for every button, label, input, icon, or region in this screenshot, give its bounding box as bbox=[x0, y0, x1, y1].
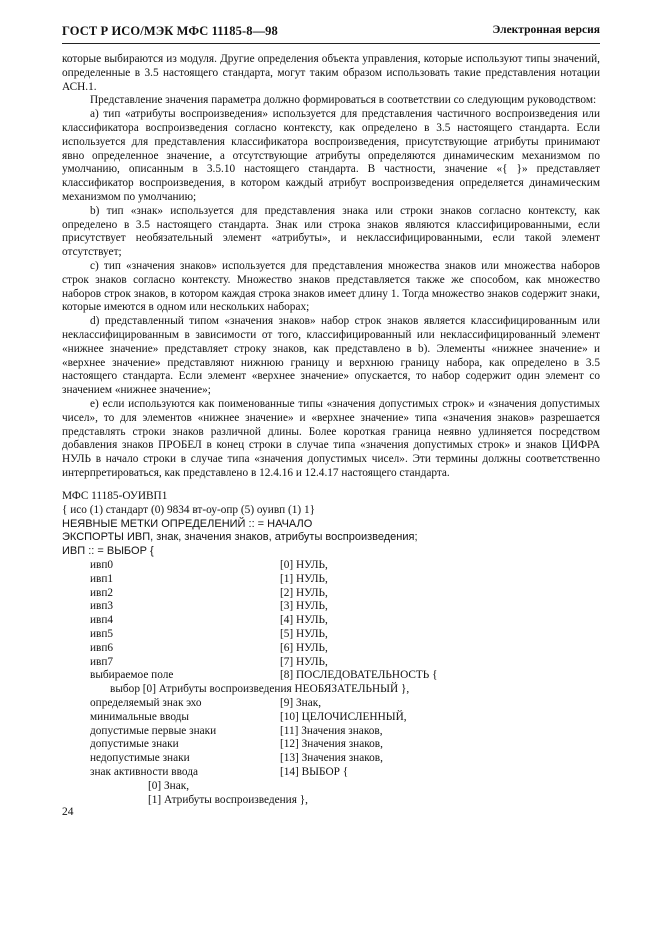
field-name: ивп6 bbox=[90, 641, 114, 654]
field-type: [6] НУЛЬ, bbox=[280, 641, 328, 654]
type-definition: ИВП :: = ВЫБОР { bbox=[62, 545, 154, 558]
tags-line: НЕЯВНЫЕ МЕТКИ ОПРЕДЕЛЕНИЙ :: = НАЧАЛО bbox=[62, 517, 313, 530]
header-rule bbox=[62, 43, 600, 44]
paragraph: с) тип «значения знаков» используется для представления множества знаков или множества наборов строк знаков согласно контексту. Множество знаков представляется также же способом, как множество наборов строк знаков, в котором каждая строка знаков имеет длину 1. Тогда множество знаков содержит знаки, которые имеются в одном или нескольких наборах; bbox=[62, 259, 600, 314]
list-item bbox=[90, 738, 628, 752]
list-item bbox=[90, 559, 628, 573]
field-type: [11] Значения знаков, bbox=[280, 724, 383, 737]
field-type: [8] ПОСЛЕДОВАТЕЛЬНОСТЬ { bbox=[280, 669, 438, 682]
list-item bbox=[90, 642, 628, 656]
list-item bbox=[90, 628, 628, 642]
sub-choice-1: [1] Атрибуты воспроизведения }, bbox=[148, 793, 308, 806]
field-type: [13] Значения знаков, bbox=[280, 752, 383, 765]
body-text bbox=[62, 53, 600, 481]
field-type: [7] НУЛЬ, bbox=[280, 655, 328, 668]
field-name: недопустимые знаки bbox=[90, 752, 190, 765]
field-name: ивп4 bbox=[90, 614, 114, 627]
paragraph: d) представленный типом «значения знаков» набор строк знаков является классифицированным или неклассифицированным в зависимости от того, классифицированный или неклассифицированный элемент «нижнее значение» представляет строку знаков, как представлено в b). Элементы «нижнее значение» и «верхнее значение» представляют нижнюю границу и верхнюю границу набора, как определено в 3.5 настоящего стандарта. Если элемент «верхнее значение» опускается, то набор содержит один элемент со значением «нижнее значение»; bbox=[62, 315, 600, 397]
field-type: [2] НУЛЬ, bbox=[280, 586, 328, 599]
field-name: допустимые знаки bbox=[90, 738, 179, 751]
choice-line: выбор [0] Атрибуты воспроизведения НЕОБЯЗАТЕЛЬНЫЙ }, bbox=[110, 683, 410, 696]
field-type: [10] ЦЕЛОЧИСЛЕННЫЙ, bbox=[280, 710, 407, 723]
field-name: ивп0 bbox=[90, 558, 114, 571]
asn1-module bbox=[62, 490, 600, 807]
paragraph: а) тип «атрибуты воспроизведения» используется для представления частичного воспроизведения или классификатора воспроизведения согласно контексту, как определено в 3.5 настоящего стандарта. Если используется для представления классификатора воспроизведения, присутствующие атрибуты принимают явно определенное значение, а отсутствующие атрибуты определяются динамическим механизмом по умолчанию, описанным в 3.5.10 настоящего стандарта. В частности, значение «{ }» представляет классификатор воспроизведения, в котором каждый атрибут воспроизведения определяется динамическим механизмом по умолчанию; bbox=[62, 108, 600, 203]
list-item bbox=[90, 766, 628, 780]
paragraph: которые выбираются из модуля. Другие определения объекта управления, которые используют типы значений, определенные в 3.5 настоящего стандарта, могут таким образом использовать такие представления нотации АСН.1. bbox=[62, 53, 600, 93]
paragraph: b) тип «знак» используется для представления знака или строки знаков согласно контексту, как определено в 3.5 настоящего стандарта. Знак или строка знаков являются классифицированными, если присутствует необязательный элемент «атрибуты», и неклассифицированными, если такой элемент отсутствует; bbox=[62, 204, 600, 259]
field-name: ивп5 bbox=[90, 627, 114, 640]
field-type: [5] НУЛЬ, bbox=[280, 627, 328, 640]
field-name: ивп2 bbox=[90, 586, 114, 599]
field-type: [0] НУЛЬ, bbox=[280, 558, 328, 571]
paragraph: е) если используются как поименованные типы «значения допустимых строк» и «значения допустимых чисел», то для элементов «нижнее значение» и «верхнее значение» типа «значения знаков» разрешается представлять строки знаков различной длины. Более короткая граница неявно удлиняется посредством добавления знаков ПРОБЕЛ в конец строки в случае типа «значения допустимых строк» и знаков ЦИФРА НУЛЬ в начало строки в случае типа «значения допустимых чисел». Эти термины должны соответственно интерпретироваться, как представлено в 12.4.16 и 12.4.17 настоящего стандарта. bbox=[62, 397, 600, 479]
module-oid: { исо (1) стандарт (0) 9834 вт-оу-опр (5) оуивп (1) 1} bbox=[62, 503, 316, 516]
field-type: [12] Значения знаков, bbox=[280, 738, 383, 751]
field-type: [3] НУЛЬ, bbox=[280, 600, 328, 613]
edition-label: Электронная версия bbox=[492, 24, 600, 36]
field-name: минимальные вводы bbox=[90, 710, 189, 723]
field-name: определяемый знак эхо bbox=[90, 696, 202, 709]
field-name: ивп1 bbox=[90, 572, 114, 585]
list-item bbox=[90, 669, 628, 683]
field-type: [4] НУЛЬ, bbox=[280, 614, 328, 627]
standard-code: ГОСТ Р ИСО/МЭК МФС 11185-8—98 bbox=[62, 24, 278, 38]
list-item bbox=[90, 614, 628, 628]
list-item bbox=[90, 725, 628, 739]
field-name: ивп7 bbox=[90, 655, 114, 668]
sub-choice-0: [0] Знак, bbox=[148, 779, 190, 792]
list-item bbox=[90, 697, 628, 711]
list-item bbox=[90, 600, 628, 614]
module-name: МФС 11185-ОУИВП1 bbox=[62, 490, 168, 502]
field-type: [1] НУЛЬ, bbox=[280, 572, 328, 585]
page-number: 24 bbox=[62, 806, 74, 818]
field-name: выбираемое поле bbox=[90, 669, 174, 682]
paragraph: Представление значения параметра должно формироваться в соответствии со следующим руководством: bbox=[90, 94, 597, 107]
list-item bbox=[90, 711, 628, 725]
page-header bbox=[62, 24, 600, 40]
field-name: знак активности ввода bbox=[90, 765, 198, 778]
choice-list-2 bbox=[90, 697, 628, 780]
field-name: ивп3 bbox=[90, 600, 114, 613]
choice-list bbox=[90, 559, 628, 683]
exports-line: ЭКСПОРТЫ ИВП, знак, значения знаков, атрибуты воспроизведения; bbox=[62, 531, 418, 544]
field-type: [14] ВЫБОР { bbox=[280, 765, 349, 778]
list-item bbox=[90, 752, 628, 766]
list-item bbox=[90, 587, 628, 601]
field-name: допустимые первые знаки bbox=[90, 724, 217, 737]
list-item bbox=[90, 573, 628, 587]
list-item bbox=[90, 656, 628, 670]
field-type: [9] Знак, bbox=[280, 696, 322, 709]
